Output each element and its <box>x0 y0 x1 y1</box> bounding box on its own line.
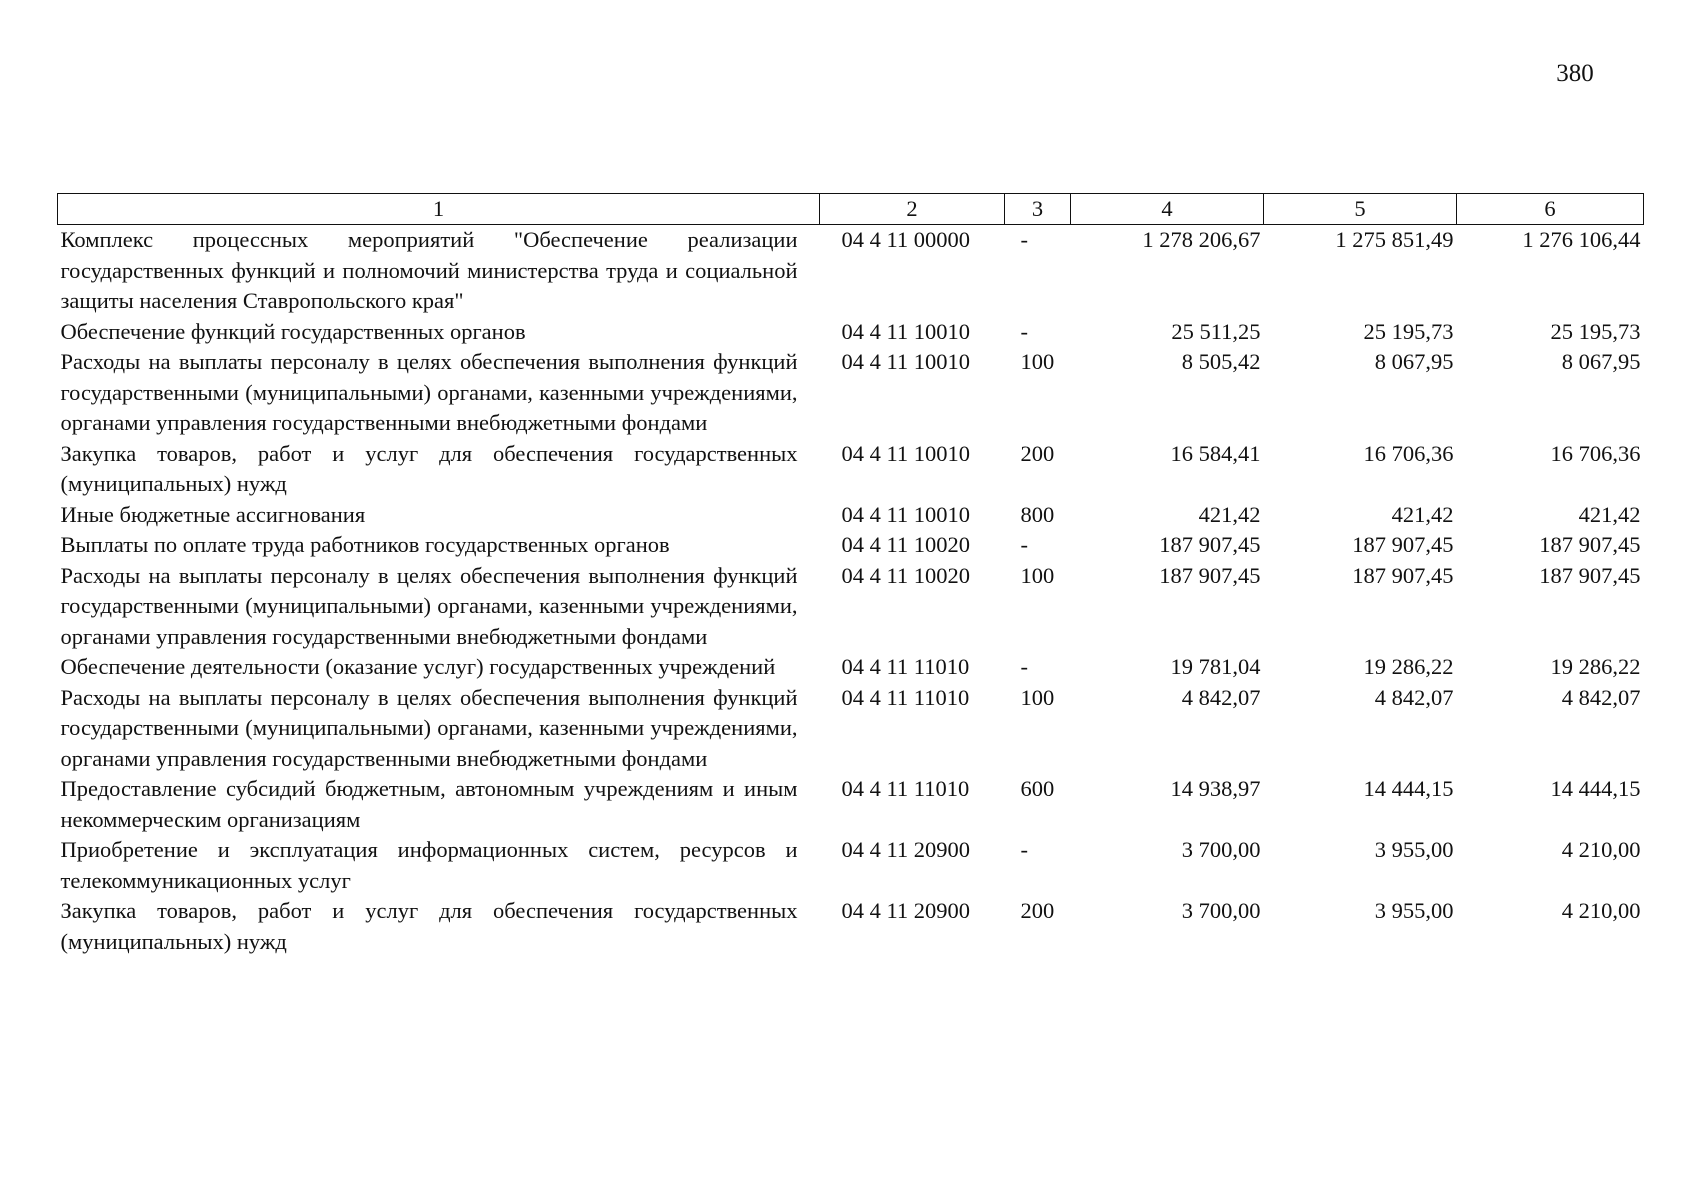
row-amount-1-cell: 3 700,00 <box>1181 898 1261 923</box>
row-amount-3-cell: 187 907,45 <box>1539 532 1641 557</box>
column-header: 1 <box>58 194 820 225</box>
row-code-cell: 04 4 11 00000 <box>841 227 971 252</box>
row-amount-1-cell: 14 938,97 <box>1170 776 1261 801</box>
row-expense-type-cell: 800 <box>1020 501 1055 527</box>
row-name-cell: Обеспечение деятельности (оказание услуг) государственных учреждений <box>60 654 776 679</box>
row-expense-type-cell: 100 <box>1020 562 1055 588</box>
row-name-cell: Выплаты по оплате труда работников государственных органов <box>60 532 670 557</box>
row-amount-2-cell: 187 907,45 <box>1352 562 1454 588</box>
row-amount-3-cell: 421,42 <box>1578 501 1641 527</box>
row-name-cell: Иные бюджетные ассигнования <box>60 501 366 527</box>
table-row <box>58 225 1644 317</box>
row-amount-1-cell: 19 781,04 <box>1170 654 1261 679</box>
row-amount-3-cell: 1 276 106,44 <box>1522 227 1641 252</box>
row-expense-type-cell: - <box>1020 318 1028 344</box>
row-name-cell: Приобретение и эксплуатация информационных систем, ресурсов и телекоммуникационных услуг <box>60 837 798 893</box>
row-amount-3-cell: 19 286,22 <box>1550 654 1641 679</box>
table-header-row <box>58 194 1644 225</box>
table-row <box>58 500 1644 531</box>
table-row <box>58 561 1644 653</box>
row-amount-3-cell: 4 210,00 <box>1561 837 1641 862</box>
table-row <box>58 835 1644 896</box>
table-row <box>58 683 1644 775</box>
row-amount-1-cell: 25 511,25 <box>1171 318 1261 344</box>
column-header: 6 <box>1457 194 1644 225</box>
table-row <box>58 439 1644 500</box>
row-expense-type-cell: - <box>1020 837 1028 862</box>
row-code-cell: 04 4 11 11010 <box>841 684 970 710</box>
row-amount-1-cell: 16 584,41 <box>1170 440 1261 466</box>
row-amount-2-cell: 25 195,73 <box>1363 318 1454 344</box>
row-code-cell: 04 4 11 10010 <box>841 349 971 374</box>
row-name-cell: Расходы на выплаты персоналу в целях обеспечения выполнения функций государственными (муниципальными) органами, казенными учреждениями, органами управления государственными внебюджетными фондами <box>60 684 798 771</box>
table-row <box>58 530 1644 561</box>
row-code-cell: 04 4 11 10020 <box>841 562 971 588</box>
row-amount-1-cell: 3 700,00 <box>1181 837 1261 862</box>
row-amount-1-cell: 1 278 206,67 <box>1142 227 1261 252</box>
row-expense-type-cell: 200 <box>1020 440 1055 466</box>
row-name-cell: Предоставление субсидий бюджетным, автономным учреждениям и иным некоммерческим организациям <box>60 776 798 832</box>
row-amount-3-cell: 187 907,45 <box>1539 562 1641 588</box>
row-amount-2-cell: 14 444,15 <box>1363 776 1454 801</box>
row-code-cell: 04 4 11 11010 <box>841 654 970 679</box>
column-header: 5 <box>1264 194 1457 225</box>
row-amount-1-cell: 187 907,45 <box>1159 532 1261 557</box>
table-row <box>58 774 1644 835</box>
table-row <box>58 317 1644 348</box>
row-amount-2-cell: 1 275 851,49 <box>1335 227 1454 252</box>
row-amount-2-cell: 4 842,07 <box>1374 684 1454 710</box>
row-code-cell: 04 4 11 20900 <box>841 837 971 862</box>
row-amount-2-cell: 421,42 <box>1391 501 1454 527</box>
column-header: 4 <box>1071 194 1264 225</box>
row-amount-3-cell: 4 210,00 <box>1561 898 1641 923</box>
row-expense-type-cell: 200 <box>1020 898 1055 923</box>
row-code-cell: 04 4 11 10020 <box>841 532 971 557</box>
row-code-cell: 04 4 11 11010 <box>841 776 970 801</box>
row-name-cell: Закупка товаров, работ и услуг для обеспечения государственных (муниципальных) нужд <box>60 440 798 496</box>
row-name-cell: Обеспечение функций государственных органов <box>60 318 526 344</box>
table-row <box>58 652 1644 683</box>
row-code-cell: 04 4 11 20900 <box>841 898 971 923</box>
row-expense-type-cell: - <box>1020 227 1028 252</box>
row-code-cell: 04 4 11 10010 <box>841 440 971 466</box>
row-amount-3-cell: 4 842,07 <box>1561 684 1641 710</box>
row-amount-1-cell: 421,42 <box>1198 501 1261 527</box>
row-code-cell: 04 4 11 10010 <box>841 501 971 527</box>
row-expense-type-cell: - <box>1020 654 1028 679</box>
row-amount-1-cell: 8 505,42 <box>1181 349 1261 374</box>
row-name-cell: Закупка товаров, работ и услуг для обеспечения государственных (муниципальных) нужд <box>60 898 798 954</box>
row-expense-type-cell: 600 <box>1020 776 1055 801</box>
column-header: 2 <box>820 194 1005 225</box>
budget-table <box>57 193 1644 957</box>
row-amount-2-cell: 19 286,22 <box>1363 654 1454 679</box>
row-amount-2-cell: 187 907,45 <box>1352 532 1454 557</box>
table-row <box>58 896 1644 957</box>
row-amount-2-cell: 3 955,00 <box>1374 837 1454 862</box>
row-amount-3-cell: 8 067,95 <box>1561 349 1641 374</box>
row-amount-1-cell: 4 842,07 <box>1181 684 1261 710</box>
row-amount-3-cell: 25 195,73 <box>1550 318 1641 344</box>
page-number: 380 <box>1556 60 1594 87</box>
row-amount-1-cell: 187 907,45 <box>1159 562 1261 588</box>
row-expense-type-cell: 100 <box>1020 349 1055 374</box>
row-amount-2-cell: 16 706,36 <box>1363 440 1454 466</box>
row-code-cell: 04 4 11 10010 <box>841 318 971 344</box>
row-amount-2-cell: 8 067,95 <box>1374 349 1454 374</box>
row-name-cell: Комплекс процессных мероприятий "Обеспечение реализации государственных функций и полномочий министерства труда и социальной защиты населения Ставропольского края" <box>60 227 798 313</box>
row-amount-3-cell: 16 706,36 <box>1550 440 1641 466</box>
table-row <box>58 347 1644 439</box>
row-amount-2-cell: 3 955,00 <box>1374 898 1454 923</box>
row-expense-type-cell: - <box>1020 532 1028 557</box>
row-name-cell: Расходы на выплаты персоналу в целях обеспечения выполнения функций государственными (муниципальными) органами, казенными учреждениями, органами управления государственными внебюджетными фондами <box>60 562 798 649</box>
row-amount-3-cell: 14 444,15 <box>1550 776 1641 801</box>
row-expense-type-cell: 100 <box>1020 684 1055 710</box>
row-name-cell: Расходы на выплаты персоналу в целях обеспечения выполнения функций государственными (муниципальными) органами, казенными учреждениями, органами управления государственными внебюджетными фондами <box>60 349 798 435</box>
column-header: 3 <box>1005 194 1071 225</box>
